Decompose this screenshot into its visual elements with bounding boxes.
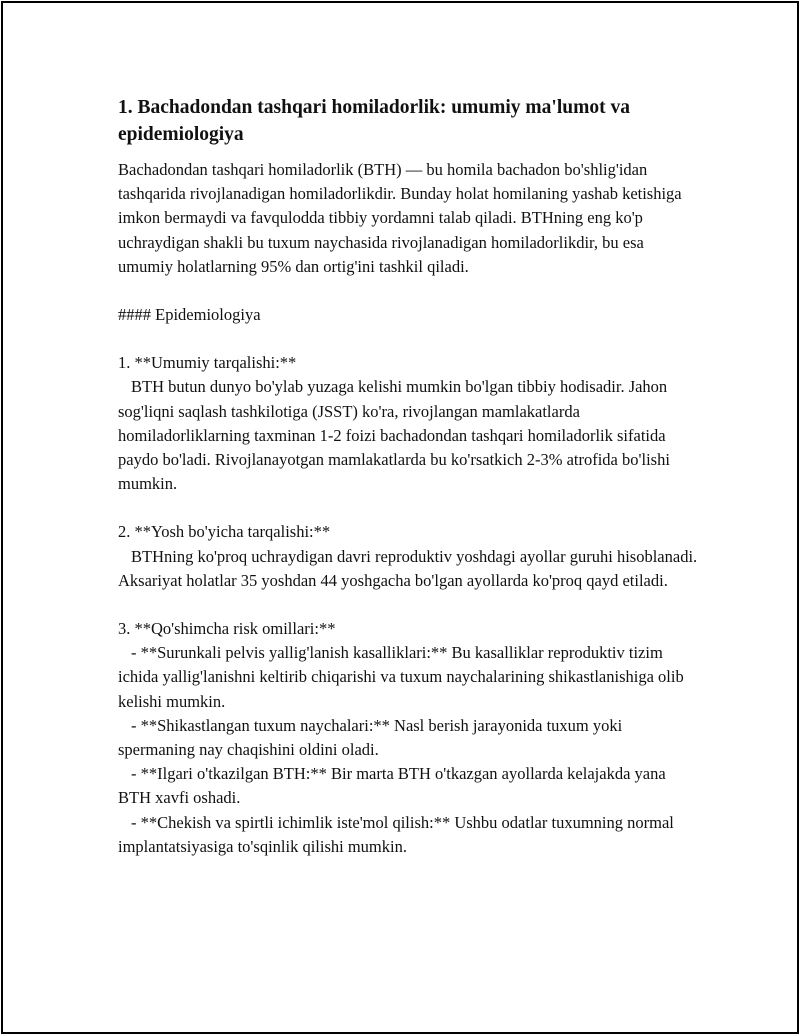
sub-item: - **Surunkali pelvis yallig'lanish kasalliklari:** Bu kasalliklar reproduktiv tizim ichida yallig'lanishni keltirib chiqarishi va tuxum naychalarining shikastlanishiga olib kelishi mumkin. xyxy=(118,643,688,711)
list-item-heading: 1. **Umumiy tarqalishi:** xyxy=(118,353,297,373)
section-heading: #### Epidemiologiya xyxy=(118,305,261,325)
document-body xyxy=(118,94,701,859)
sub-item: - **Shikastlangan tuxum naychalari:** Nasl berish jarayonida tuxum yoki spermaning nay chaqishini oldini oladi. xyxy=(118,715,627,760)
sub-item: - **Ilgari o'tkazilgan BTH:** Bir marta BTH o'tkazgan ayollarda kelajakda yana BTH xavfi oshadi. xyxy=(118,764,670,808)
spacer xyxy=(118,327,698,351)
document-title: 1. Bachadondan tashqari homiladorlik: umumiy ma'lumot va epidemiologiya xyxy=(118,97,630,145)
list-item xyxy=(118,351,698,496)
spacer xyxy=(118,593,698,617)
sub-item: - **Chekish va spirtli ichimlik iste'mol qilish:** Ushbu odatlar tuxumning normal implantatsiyasiga to'sqinlik qilishi mumkin. xyxy=(118,812,678,856)
spacer xyxy=(118,279,698,303)
list-item xyxy=(118,617,698,859)
list-item-heading: 2. **Yosh bo'yicha tarqalishi:** xyxy=(118,522,331,542)
list-item-body: BTHning ko'proq uchraydigan davri reproduktiv yoshdagi ayollar guruhi hisoblanadi. Aksariyat holatlar 35 yoshdan 44 yoshgacha bo'lgan ayollarda ko'proq qayd etiladi. xyxy=(118,546,701,590)
intro-paragraph: Bachadondan tashqari homiladorlik (BTH) — bu homila bachadon bo'shlig'idan tashqarida rivojlanadigan homiladorlikdir. Bunday holat homilaning yashab ketishiga imkon bermaydi va favqulodda tibbiy yordamni talab qiladi. BTHning eng ko'p uchraydigan shakli bu tuxum naychasida rivojlanadigan homiladorlikdir, bu esa umumiy holatlarning 95% dan ortig'ini tashkil qiladi. xyxy=(118,160,686,276)
list-item-heading: 3. **Qo'shimcha risk omillari:** xyxy=(118,619,336,639)
spacer xyxy=(118,496,698,520)
list-item-body: BTH butun dunyo bo'ylab yuzaga kelishi mumkin bo'lgan tibbiy hodisadir. Jahon sog'liqni saqlash tashkilotiga (JSST) ko'ra, rivojlangan mamlakatlarda homiladorliklarning taxminan 1-2 foizi bachadondan tashqari homiladorlik sifatida paydo bo'ladi. Rivojlanayotgan mamlakatlarda bu ko'rsatkich 2-3% atrofida bo'lishi mumkin. xyxy=(118,377,675,494)
list-item xyxy=(118,520,701,593)
